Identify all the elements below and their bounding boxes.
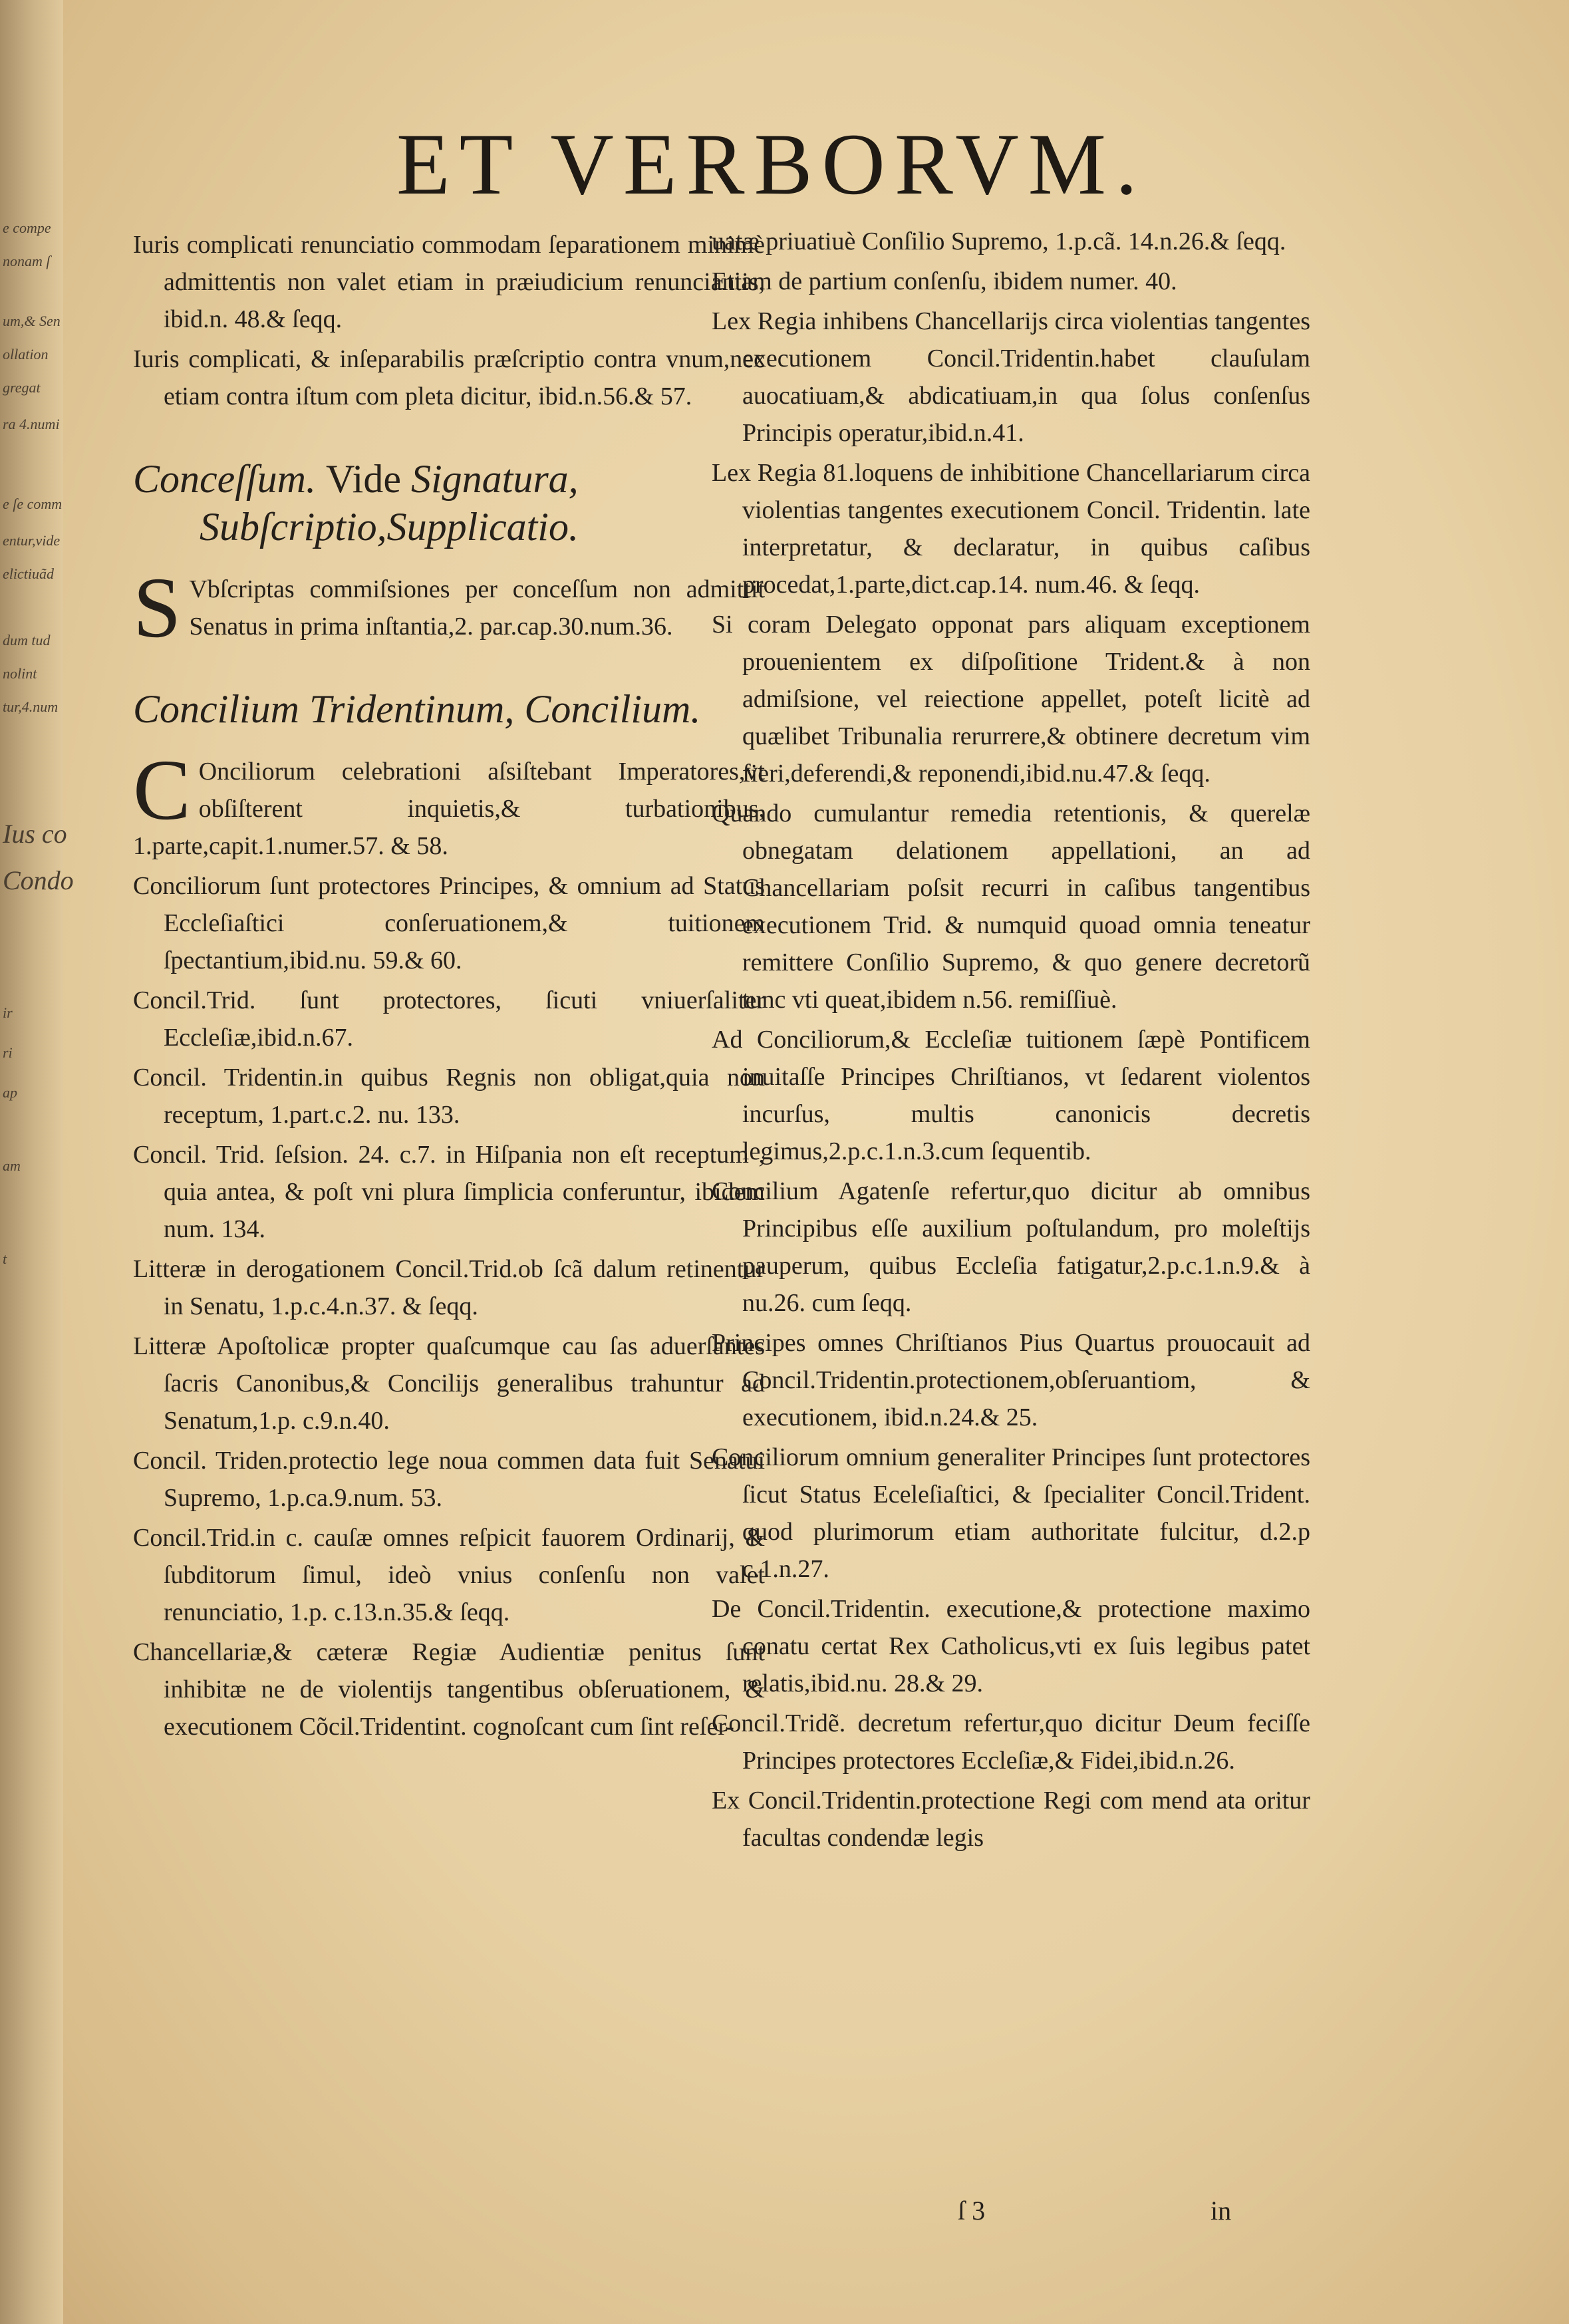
gutter-fragment: ap [3,1084,17,1101]
section-lead-paragraph [133,742,765,865]
section-lead-paragraph [133,560,765,656]
index-entry: Concil. Triden.protectio lege noua commen data fuit Senatui Supremo, 1.p.ca.9.num. 53. [133,1447,765,1512]
facing-page-gutter [0,0,74,2324]
section-heading-concessum [133,455,765,551]
index-entry: Litteræ Apoſtolicæ propter quaſcumque cau ſas aduerſantes ſacris Canonibus,& Concilijs generalibus trahuntur ad Senatum,1.p. c.9.n.40. [133,1332,765,1435]
index-entry: Etiam de partium conſenſu, ibidem numer. 40. [712,267,1177,295]
index-entry: Si coram Delegato opponat pars aliquam exceptionem prouenientem ex diſpoſitione Trident.& à non admiſsione, vel reiectione appellet, poteſt licitè ad quælibet Tribunalia rerurrere,& obtinere decretum vim fieri,deferendi,& reponendi,ibid.nu.47.& ſeqq. [712,611,1310,788]
gutter-fragment: um,& Sen [3,313,61,329]
gutter-fragment: ri [3,1044,13,1061]
gutter-fragment: am [3,1157,21,1174]
index-entry: De Concil.Tridentin. executione,& protectione maximo conatu certat Rex Catholicus,vti ex ſuis legibus patet relatis,ibid.nu. 28.& 29. [712,1595,1310,1697]
drop-cap: S [133,560,182,656]
gutter-fragment: gregat [3,379,41,396]
index-entry: Conciliorum ſunt protectores Principes, & omnium ad Status Eccleſiaſtici conſeruationem,& tuitionem ſpectantium,ibid.nu. 59.& 60. [133,872,765,974]
index-entry: Chancellariæ,& cæteræ Regiæ Audientiæ penitus ſunt inhibitæ ne de violentijs tangentibus obſeruationem, & executionem Cõcil.Tridentint. cognoſcant cum ſint reſer- [133,1638,765,1741]
gutter-fragment: elictiuãd [3,565,54,582]
index-entry: Lex Regia inhibens Chancellarijs circa violentias tangentes executionem Concil.Tridentin.habet clauſulam auocatiuam,& abdicatiuam,in qua ſolus conſenſus Principis operatur,ibid.n.41. [712,307,1310,447]
heading-term: Conceſſum. [133,457,316,501]
heading-vide: Vide [325,457,401,501]
index-entry: Concil.Tridẽ. decretum refertur,quo dicitur Deum feciſſe Principes protectores Eccleſiæ,& Fidei,ibid.n.26. [712,1709,1310,1775]
gutter-fragment: e compe [3,219,51,236]
index-entry: Conciliorum omnium generaliter Principes ſunt protectores ſicut Status Eceleſiaſtici, & ſpecialiter Concil.Trident. quod plurimorum etiam authoritate fulcitur, d.2.p c.1.n.27. [712,1443,1310,1583]
signature-mark: ſ 3 [958,2196,986,2226]
gutter-fragment: t [3,1250,7,1267]
index-entry: Lex Regia 81.loquens de inhibitione Chancellariarum circa violentias tangentes executionem Concil. Tridentin. late interpretatur, & declaratur, in quibus caſibus procedat,1.parte,dict.cap.14. num.46. & ſeqq. [712,459,1310,599]
gutter-fragment: ollation [3,346,49,363]
gutter-fragment: e ſe comm [3,496,63,512]
gutter-fragment: Condo [3,865,74,895]
index-entry: Concil.Trid. ſunt protectores, ſicuti vniuerſaliter Eccleſiæ,ibid.n.67. [133,986,765,1052]
index-entry: uatæ priuatiuè Conſilio Supremo, 1.p.cã. 14.n.26.& ſeqq. [712,227,1286,255]
lead-text: Onciliorum celebrationi aſsiſtebant Imperatores,vt obſiſterent inquietis,& turbationibus, 1.parte,capit.1.numer.57. & 58. [133,758,765,860]
index-entry: Iuris complicati renunciatio commodam ſeparationem minimè admittentis non valet etiam in præiudicium renunciantis, ibid.n. 48.& ſeqq. [133,231,765,333]
left-column [133,226,765,1748]
gutter-fragment: Ius co [3,819,67,849]
right-column [712,223,1310,1859]
index-entry: Principes omnes Chriſtianos Pius Quartus prouocauit ad Concil.Tridentin.protectionem,obſeruantiom, & executionem, ibid.n.24.& 25. [712,1329,1310,1431]
running-header: ET VERBORVM. [396,115,1147,213]
index-entry: Ad Conciliorum,& Eccleſiæ tuitionem ſæpè Pontificem inuitaſſe Principes Chriſtianos, vt ſedarent violentos incurſus, multis canonicis decretis legimus,2.p.c.1.n.3.cum ſequentib. [712,1026,1310,1165]
index-entry: Litteræ in derogationem Concil.Trid.ob ſcã dalum retinentur in Senatu, 1.p.c.4.n.37. & ſeqq. [133,1255,765,1320]
index-entry: Concil. Tridentin.in quibus Regnis non obligat,quia non receptum, 1.part.c.2. nu. 133. [133,1064,765,1129]
gutter-fragment: dum tud [3,632,51,649]
gutter-fragment: ir [3,1004,13,1021]
heading-cross-reference: Signatura, Subſcriptio,Supplicatio. [200,457,579,549]
index-entry: Iuris complicati, & inſeparabilis præſcriptio contra vnum,nec etiam contra iſtum com pleta dicitur, ibid.n.56.& 57. [133,345,765,410]
catchword: in [1211,2196,1232,2226]
gutter-fragment: nonam ſ [3,253,51,269]
index-entry: Quando cumulantur remedia retentionis, & querelæ obnegatam delationem appellationi, an ad Chancellariam poſsit recurri in caſibus tangentibus executionem Trid. & numquid quoad omnia teneatur remittere Conſilio Supremo, & quo genere decretorũ tunc vti queat,ibidem n.56. remiſſiuè. [712,799,1310,1014]
gutter-fragment: entur,vide [3,532,61,549]
drop-cap: C [133,742,191,838]
index-entry: Concil.Trid.in c. cauſæ omnes reſpicit fauorem Ordinarij, & ſubditorum ſimul, ideò vnius conſenſu non valet renunciatio, 1.p. c.13.n.35.& ſeqq. [133,1524,765,1626]
gutter-fragment: tur,4.num [3,698,59,715]
section-heading-concilium: Concilium Tridentinum, Concilium. [133,687,701,731]
index-entry: Concil. Trid. ſeſsion. 24. c.7. in Hiſpania non eſt receptum , quia antea, & poſt vni plura ſimplicia conferuntur, ibidem num. 134. [133,1141,765,1243]
lead-text: Vbſcriptas commiſsiones per conceſſum non admittit Senatus in prima inſtantia,2. par.cap.30.num.36. [189,575,765,641]
gutter-fragment: ra 4.numi [3,416,60,432]
index-entry: Concilium Agatenſe refertur,quo dicitur ab omnibus Principibus eſſe auxilium poſtulandum, pro moleſtijs pauperum, quibus Eccleſia fatigatur,2.p.c.1.n.9.& à nu.26. cum ſeqq. [712,1177,1310,1317]
index-entry: Ex Concil.Tridentin.protectione Regi com mend ata oritur facultas condendæ legis [712,1787,1310,1852]
gutter-fragment: nolint [3,665,37,682]
